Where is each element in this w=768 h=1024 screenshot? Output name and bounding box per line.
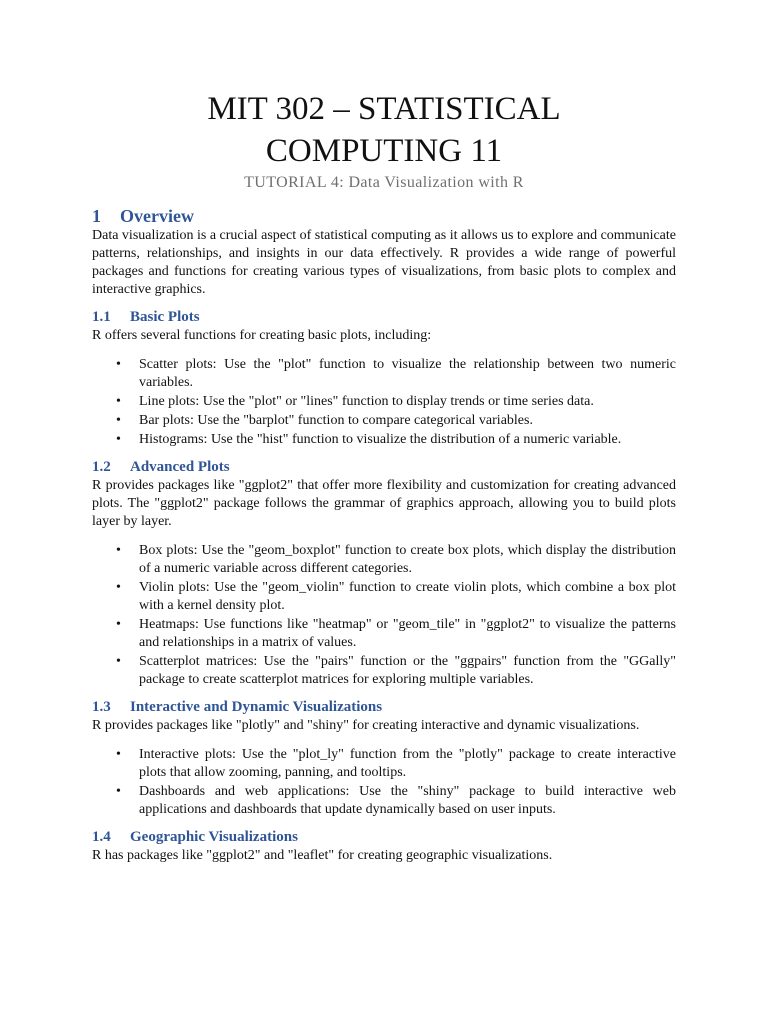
subsection-title: Advanced Plots <box>130 459 230 475</box>
subsection-number: 1.1 <box>92 309 111 325</box>
subsection-heading-basic-plots <box>92 308 676 327</box>
subsection-heading-advanced-plots <box>92 458 676 477</box>
subsection-number: 1.4 <box>92 829 111 845</box>
subsection-number: 1.2 <box>92 459 111 475</box>
overview-paragraph: Data visualization is a crucial aspect of statistical computing as it allows us to explore and communicate patterns, relationships, and insights in our data effectively. R provides a wide range of powerful packages and functions for creating various types of visualizations, from basic plots to complex and interactive graphics. <box>92 228 676 297</box>
advanced-plots-intro: R provides packages like "ggplot2" that offer more flexibility and customization for creating advanced plots. The "ggplot2" package follows the grammar of graphics approach, allowing you to build plots layer by layer. <box>92 478 676 529</box>
subsection-title: Basic Plots <box>130 309 200 325</box>
document-title <box>92 88 676 172</box>
page-content <box>92 88 676 865</box>
basic-plots-intro: R offers several functions for creating basic plots, including: <box>92 328 432 343</box>
geographic-intro: R has packages like "ggplot2" and "leaflet" for creating geographic visualizations. <box>92 848 553 863</box>
list-item: • Bar plots: Use the "barplot" function to compare categorical variables. <box>92 412 676 430</box>
subsection-title: Interactive and Dynamic Visualizations <box>130 699 383 715</box>
list-item: • Scatterplot matrices: Use the "pairs" function or the "ggpairs" function from the "GGally" package to create scatterplot matrices for exploring multiple variables. <box>92 653 676 689</box>
document-subtitle: TUTORIAL 4: Data Visualization with R <box>244 174 524 191</box>
section-heading-overview <box>92 205 676 227</box>
list-item: • Interactive plots: Use the "plot_ly" function from the "plotly" package to create interactive plots that allow zooming, panning, and tooltips. <box>92 746 676 782</box>
list-item: • Heatmaps: Use functions like "heatmap" or "geom_tile" in "ggplot2" to visualize the patterns and relationships in a matrix of values. <box>92 616 676 652</box>
list-item: • Violin plots: Use the "geom_violin" function to create violin plots, which combine a box plot with a kernel density plot. <box>92 579 676 615</box>
subsection-heading-interactive-visualizations <box>92 698 676 717</box>
subsection-title: Geographic Visualizations <box>130 829 298 845</box>
section-number: 1 <box>92 206 101 226</box>
basic-plots-list <box>92 356 676 449</box>
subsection-heading-geographic-visualizations <box>92 828 676 847</box>
list-item: • Dashboards and web applications: Use the "shiny" package to build interactive web applications and dashboards that update dynamically based on user inputs. <box>92 783 676 819</box>
interactive-intro: R provides packages like "plotly" and "shiny" for creating interactive and dynamic visualizations. <box>92 718 640 733</box>
list-item: • Scatter plots: Use the "plot" function to visualize the relationship between two numeric variables. <box>92 356 676 392</box>
advanced-plots-list <box>92 542 676 689</box>
interactive-list <box>92 746 676 819</box>
list-item: • Box plots: Use the "geom_boxplot" function to create box plots, which display the distribution of a numeric variable across different categories. <box>92 542 676 578</box>
title-line-2: COMPUTING 11 <box>265 133 503 169</box>
section-title: Overview <box>120 206 194 226</box>
list-item: • Line plots: Use the "plot" or "lines" function to display trends or time series data. <box>92 393 676 411</box>
list-item: • Histograms: Use the "hist" function to visualize the distribution of a numeric variable. <box>92 431 676 449</box>
title-line-1: MIT 302 – STATISTICAL <box>207 91 561 127</box>
subsection-number: 1.3 <box>92 699 111 715</box>
